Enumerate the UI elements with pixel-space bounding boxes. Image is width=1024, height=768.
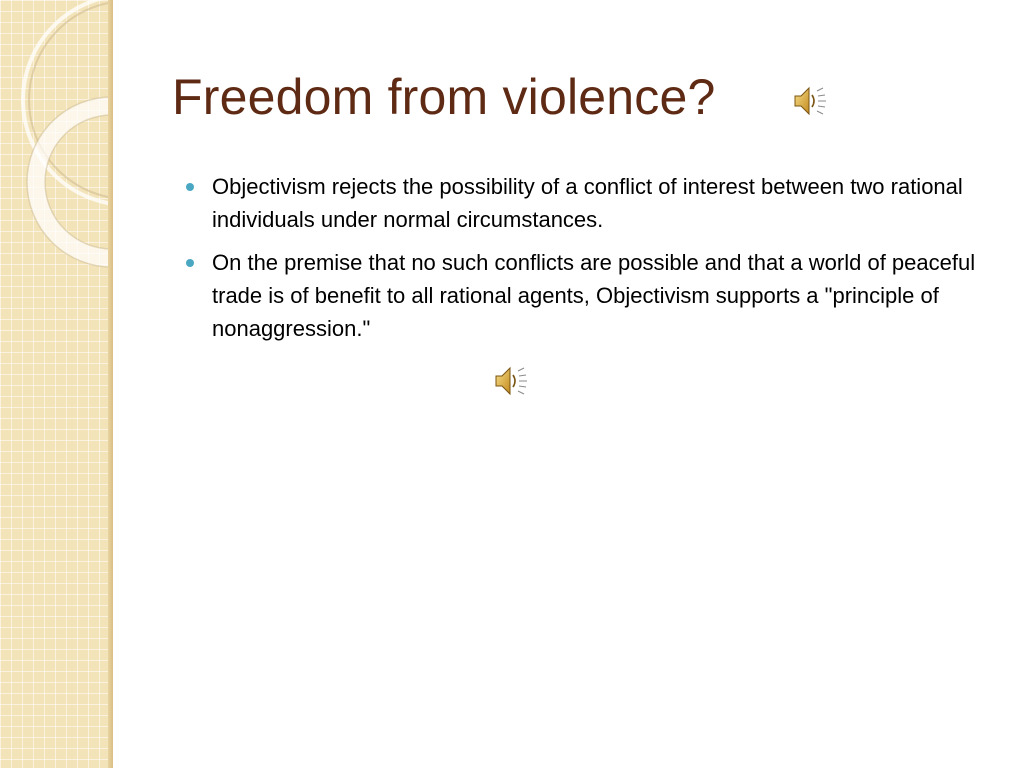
bullet-item (186, 170, 996, 236)
bullet-text: Objectivism rejects the possibility of a conflict of interest between two rational individuals under normal circumstances. (212, 174, 963, 232)
bullet-text: On the premise that no such conflicts are possible and that a world of peaceful trade is of benefit to all rational agents, Objectivism supports a "principle of nonaggression." (212, 250, 976, 341)
speaker-icon[interactable] (493, 364, 529, 398)
bullet-dot (186, 259, 194, 267)
decorative-circles (0, 0, 113, 768)
bullet-list (186, 170, 996, 355)
bullet-dot (186, 183, 194, 191)
sidebar-edge (108, 0, 113, 768)
speaker-icon[interactable] (792, 84, 828, 118)
decorative-sidebar (0, 0, 113, 768)
slide-title: Freedom from violence? (172, 69, 716, 125)
bullet-item (186, 246, 996, 345)
